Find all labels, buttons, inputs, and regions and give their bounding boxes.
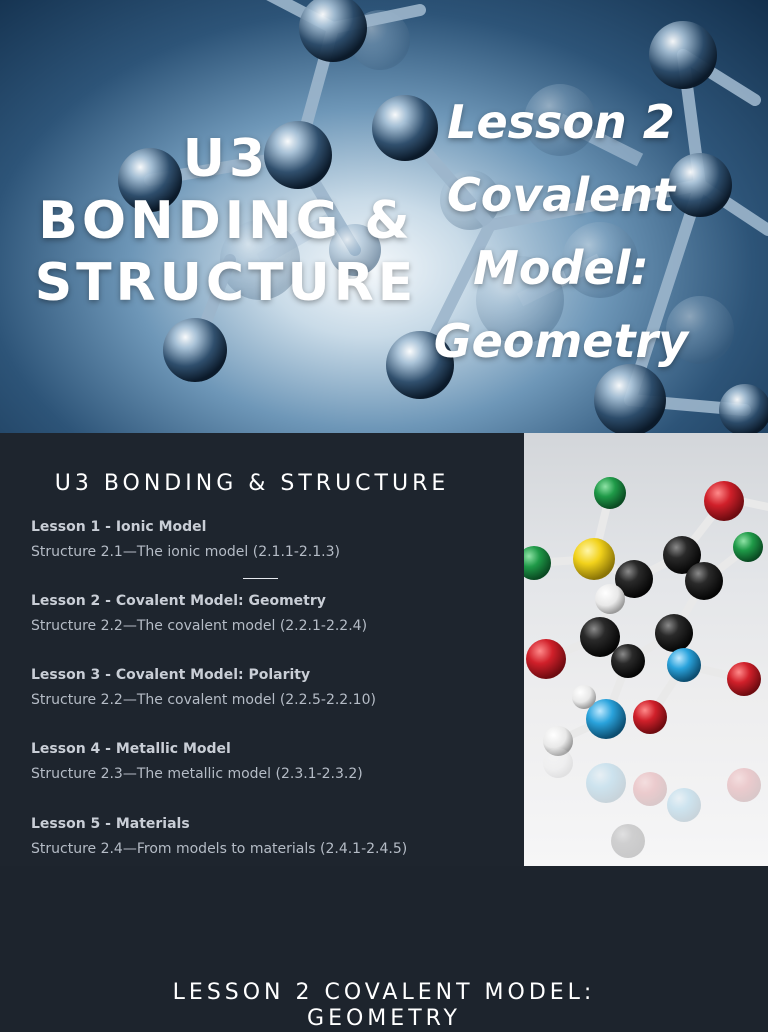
lesson-item-title: Lesson 1 - Ionic Model <box>31 519 207 535</box>
section-title <box>60 980 708 1032</box>
molecular-model-photo <box>524 433 768 866</box>
ball-and-stick-model-image <box>524 433 768 866</box>
section-title-line: LESSON 2 COVALENT MODEL: <box>172 980 596 1005</box>
lesson-title <box>420 86 702 378</box>
lesson-item[interactable] <box>31 518 340 561</box>
unit-title-line: U3 <box>182 129 270 189</box>
lesson-item-subtitle: Structure 2.2—The covalent model (2.2.1-2.2.4) <box>31 618 368 634</box>
unit-title-line: STRUCTURE <box>34 253 418 313</box>
lesson-item[interactable] <box>31 592 367 635</box>
lesson-item-title: Lesson 5 - Materials <box>31 816 190 832</box>
lesson-item[interactable] <box>31 815 407 858</box>
lesson-item-subtitle: Structure 2.2—The covalent model (2.2.5-2.2.10) <box>31 692 376 708</box>
lesson-title-line: Geometry <box>433 314 689 368</box>
lesson-item-subtitle: Structure 2.3—The metallic model (2.3.1-2.3.2) <box>31 766 363 782</box>
lesson-title-line: Lesson 2 <box>447 95 675 149</box>
lesson-list-panel <box>0 433 524 866</box>
lesson-item-subtitle: Structure 2.1—The ionic model (2.1.1-2.1.3) <box>31 544 340 560</box>
divider <box>243 578 278 579</box>
lesson-item[interactable] <box>31 740 363 783</box>
lesson-title-line: Covalent <box>446 168 676 222</box>
unit-title-line: BONDING & <box>38 191 414 251</box>
lesson-item[interactable] <box>31 666 376 709</box>
lesson-item-title: Lesson 4 - Metallic Model <box>31 741 231 757</box>
lesson-item-title: Lesson 3 - Covalent Model: Polarity <box>31 667 311 683</box>
lesson-item-title: Lesson 2 - Covalent Model: Geometry <box>31 593 326 609</box>
lesson-title-line: Model: <box>473 241 649 295</box>
unit-title <box>26 128 426 314</box>
hero-banner <box>0 0 768 433</box>
panel-heading: U3 BONDING & STRUCTURE <box>54 471 450 496</box>
lesson-item-subtitle: Structure 2.4—From models to materials (2.4.1-2.4.5) <box>31 841 408 857</box>
section-title-line: GEOMETRY <box>307 1006 461 1031</box>
